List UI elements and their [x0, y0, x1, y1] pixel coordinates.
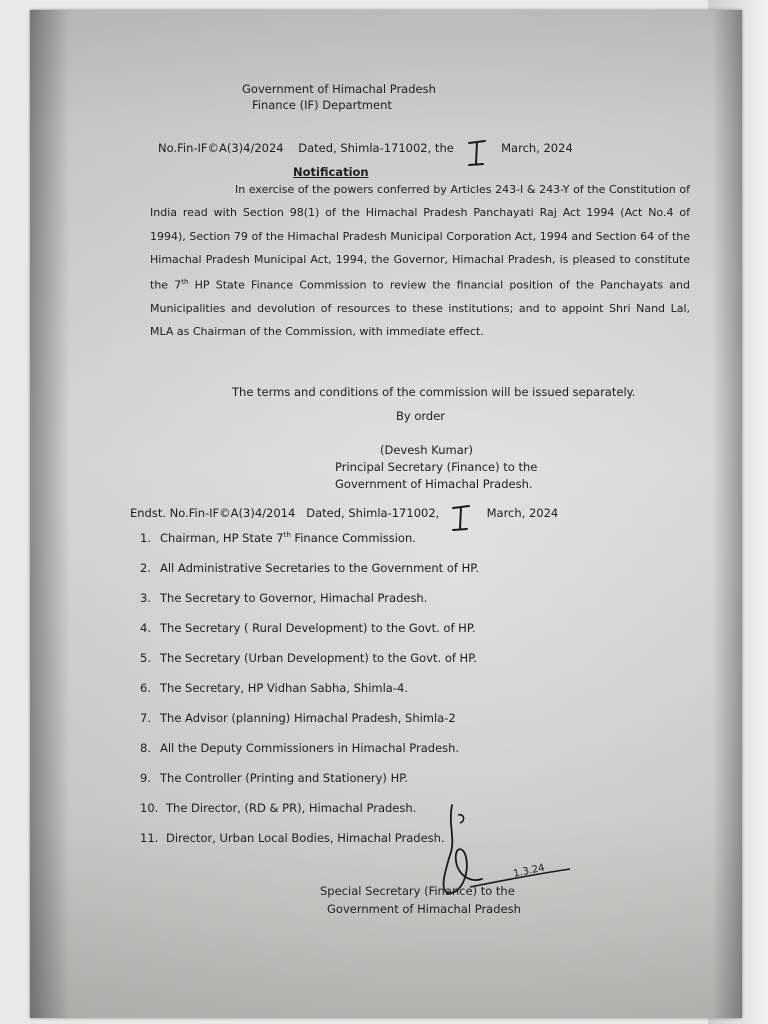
- list-item: 8. All the Deputy Commissioners in Himachal Pradesh.: [140, 741, 460, 755]
- endorsement-number: Endst. No.Fin-IF©A(3)4/2014: [130, 506, 296, 520]
- endorsement-line: [130, 506, 558, 520]
- reference-month-year: March, 2024: [501, 141, 573, 155]
- notification-document: [30, 10, 742, 1018]
- list-item: 5. The Secretary (Urban Development) to the Govt. of HP.: [140, 651, 478, 665]
- list-item: 10. The Director, (RD & PR), Himachal Pradesh.: [140, 801, 417, 815]
- list-item: 6. The Secretary, HP Vidhan Sabha, Shimla-4.: [140, 681, 408, 695]
- signatory-name: (Devesh Kumar): [380, 443, 473, 457]
- list-item: 3. The Secretary to Governor, Himachal Pradesh.: [140, 591, 428, 605]
- endorsement-dated: Dated, Shimla-171002,: [306, 506, 440, 520]
- list-item: 11. Director, Urban Local Bodies, Himachal Pradesh.: [140, 831, 445, 845]
- recipients-list: [140, 531, 479, 861]
- list-item: 1. Chairman, HP State 7th Finance Commission.: [140, 531, 416, 545]
- signatory-designation: Principal Secretary (Finance) to the: [335, 460, 538, 474]
- notification-title: Notification: [293, 165, 369, 179]
- signature-date: 1.3.24: [512, 862, 546, 880]
- special-secretary-designation: Special Secretary (Finance) to the: [320, 884, 515, 898]
- list-item: 7. The Advisor (planning) Himachal Pradesh, Shimla-2: [140, 711, 456, 725]
- list-item: 2. All Administrative Secretaries to the Government of HP.: [140, 561, 480, 575]
- list-item: 9. The Controller (Printing and Stationery) HP.: [140, 771, 409, 785]
- header-government: Government of Himachal Pradesh: [242, 82, 436, 96]
- endorsement-month-year: March, 2024: [486, 506, 559, 520]
- header-department: Finance (IF) Department: [252, 98, 392, 112]
- terms-statement: The terms and conditions of the commission will be issued separately.: [232, 385, 636, 399]
- reference-line: [158, 141, 573, 155]
- signatory-organization: Government of Himachal Pradesh.: [335, 477, 533, 491]
- special-secretary-organization: Government of Himachal Pradesh: [327, 902, 521, 916]
- by-order: By order: [396, 409, 446, 423]
- handwritten-day-mark: [443, 503, 483, 533]
- reference-dated: Dated, Shimla-171002, the: [298, 141, 454, 155]
- handwritten-day-mark: [457, 138, 497, 168]
- reference-number: No.Fin-IF©A(3)4/2024: [158, 141, 284, 155]
- notification-body: In exercise of the powers conferred by Articles 243-I & 243-Y of the Constitution of India read with Section 98(1) of the Himachal Pradesh Panchayati Raj Act 1994 (Act No.4 of 1994), Section 79 of the Himachal Pradesh Municipal Corporation Act, 1994 and Section 64 of the Himachal Pradesh Municipal Act, 1994, the Governor, Himachal Pradesh, is pleased to constitute the 7th HP State Finance Commission to review the financial position of the Panchayats and Municipalities and devolution of resources to these institutions; and to appoint Shri Nand Lal, MLA as Chairman of the Commission, with immediate effect.: [150, 183, 690, 339]
- list-item: 4. The Secretary ( Rural Development) to the Govt. of HP.: [140, 621, 476, 635]
